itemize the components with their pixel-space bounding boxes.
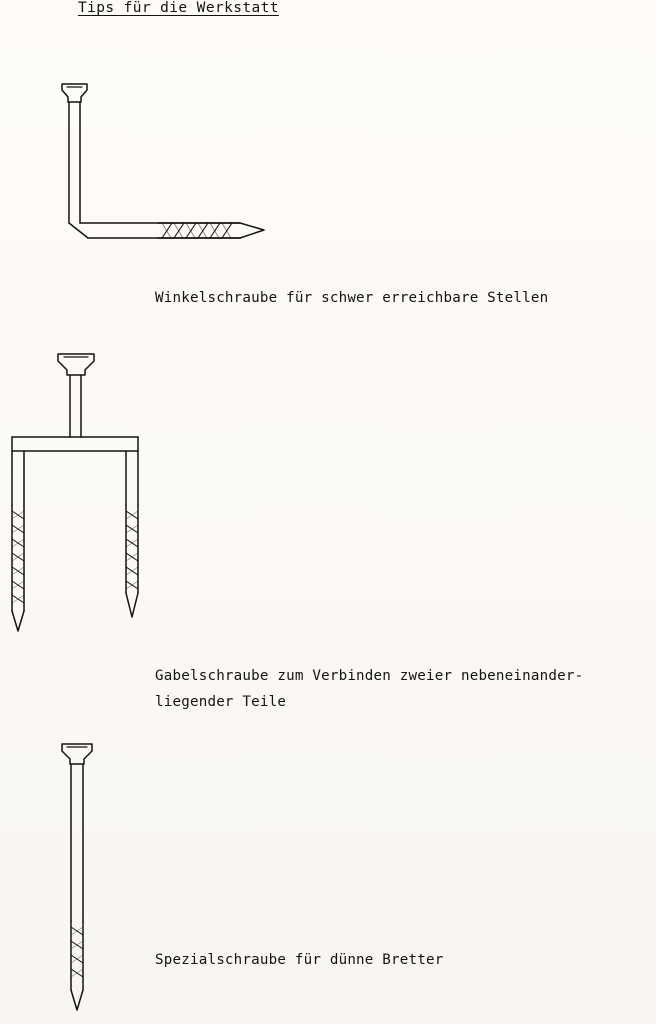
caption-line-2: liegender Teile xyxy=(155,694,287,710)
figure-angle-screw xyxy=(40,75,300,260)
page-title: Tips für die Werkstatt xyxy=(78,0,279,16)
figure-fork-screw-caption xyxy=(155,663,583,715)
caption-line-1: Gabelschraube zum Verbinden zweier nebeneinander- xyxy=(155,668,584,684)
figure-angle-screw-caption: Winkelschraube für schwer erreichbare Stellen xyxy=(155,290,549,306)
figure-special-screw-caption: Spezialschraube für dünne Bretter xyxy=(155,952,444,968)
figure-special-screw xyxy=(40,735,160,1015)
figure-fork-screw xyxy=(0,345,180,640)
